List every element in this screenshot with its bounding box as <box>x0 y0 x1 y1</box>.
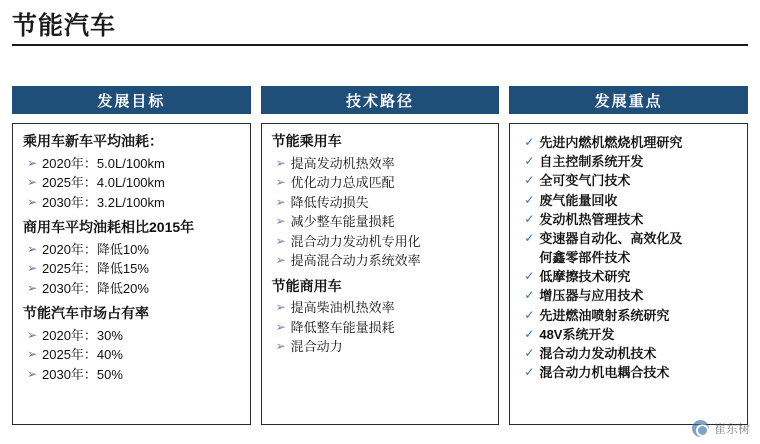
arrow-bullet-icon: ➢ <box>27 241 38 256</box>
group-title: 节能乘用车 <box>271 133 342 149</box>
list-item <box>520 325 739 344</box>
arrow-bullet-icon: ➢ <box>275 253 286 267</box>
list-item-label: 提高混合动力系统效率 <box>290 253 421 268</box>
column-header-technology-path: 技术路径 <box>261 86 500 114</box>
group-title: 节能商用车 <box>271 277 342 294</box>
list-item-label: 先进燃油喷射系统研究 <box>539 307 670 323</box>
arrow-bullet-icon: ➢ <box>27 261 38 275</box>
list-item-label: 2020年：5.0L/100km <box>42 155 165 171</box>
arrow-bullet-icon: ➢ <box>275 233 286 248</box>
list-item <box>520 171 739 190</box>
group-development-focus-items <box>520 133 739 382</box>
list-item <box>272 173 491 193</box>
check-bullet-icon: ✓ <box>524 211 535 226</box>
check-bullet-icon: ✓ <box>524 173 535 188</box>
arrow-bullet-icon: ➢ <box>275 214 286 228</box>
title-divider <box>12 44 748 46</box>
list-item-label: 2025年：4.0L/100km <box>42 175 165 190</box>
check-bullet-icon: ✓ <box>524 345 535 360</box>
list-item <box>272 298 491 318</box>
list-item <box>23 193 242 213</box>
check-bullet-icon: ✓ <box>524 326 535 341</box>
list-item-label: 减少整车能量损耗 <box>290 214 395 229</box>
arrow-bullet-icon: ➢ <box>275 339 286 353</box>
list-item-label: 2020年：降低10% <box>42 241 149 257</box>
check-bullet-icon: ✓ <box>524 192 535 207</box>
list-item <box>520 248 739 267</box>
list-item-label: 混合动力发动机技术 <box>539 345 657 361</box>
list-item <box>23 173 242 193</box>
arrow-bullet-icon: ➢ <box>275 155 286 170</box>
column-header-development-goals: 发展目标 <box>12 86 251 114</box>
list-item-label: 混合动力发动机专用化 <box>290 233 421 249</box>
arrow-bullet-icon: ➢ <box>27 347 38 361</box>
list-item <box>272 154 491 174</box>
list-item-label: 48V系统开发 <box>539 326 615 342</box>
list-item <box>272 193 491 213</box>
list-item <box>23 259 242 279</box>
check-bullet-icon: ✓ <box>524 230 535 245</box>
page-title: 节能汽车 <box>12 12 117 40</box>
list-item-label: 2025年：降低15% <box>42 261 149 276</box>
list-item <box>23 279 242 299</box>
list-item-label: 提高发动机热效率 <box>290 155 395 171</box>
list-item-label: 2030年：降低20% <box>42 280 149 296</box>
columns-container <box>12 86 748 425</box>
list-item-label: 何鑫零部件技术 <box>539 250 631 266</box>
column-development-focus <box>509 86 748 425</box>
column-header-development-focus: 发展重点 <box>509 86 748 114</box>
list-item-label: 2030年：50% <box>42 366 123 382</box>
group-passenger-fuel-consumption <box>23 133 242 212</box>
column-technology-path <box>261 86 500 425</box>
arrow-bullet-icon: ➢ <box>275 319 286 334</box>
group-energy-saving-commercial-vehicle <box>272 278 491 357</box>
list-item <box>23 365 242 385</box>
column-body-development-focus <box>509 123 748 425</box>
list-item <box>23 326 242 346</box>
list-item-label: 发动机热管理技术 <box>539 211 644 227</box>
list-item <box>520 210 739 229</box>
watermark <box>692 420 750 437</box>
group-title: 节能汽车市场占有率 <box>23 305 149 321</box>
list-item <box>272 212 491 232</box>
list-item-label: 降低整车能量损耗 <box>290 319 395 335</box>
arrow-bullet-icon: ➢ <box>275 300 286 314</box>
list-item <box>520 152 739 171</box>
list-item-label: 2030年：3.2L/100km <box>42 194 165 210</box>
group-energy-saving-passenger-car <box>272 133 491 271</box>
list-item <box>520 267 739 286</box>
list-item-label: 混合动力 <box>290 339 343 354</box>
watermark-label: 崔东树 <box>713 422 750 436</box>
list-item-label: 2025年：40% <box>42 347 123 362</box>
arrow-bullet-icon: ➢ <box>275 175 286 189</box>
list-item-label: 低摩擦技术研究 <box>539 269 631 285</box>
list-item-label: 增压器与应用技术 <box>539 288 644 304</box>
list-item <box>272 318 491 338</box>
list-item <box>23 345 242 365</box>
list-item-label: 提高柴油机热效率 <box>290 300 395 315</box>
check-bullet-icon: ✓ <box>524 365 535 380</box>
list-item-label: 先进内燃机燃烧机理研究 <box>539 135 683 150</box>
list-item-label: 废气能量回收 <box>539 192 618 208</box>
list-item <box>23 154 242 174</box>
watermark-logo-icon <box>692 420 709 437</box>
check-bullet-icon: ✓ <box>524 154 535 169</box>
list-item-label: 混合动力机电耦合技术 <box>539 365 670 381</box>
check-bullet-icon: ✓ <box>524 307 535 322</box>
check-bullet-icon: ✓ <box>524 288 535 303</box>
list-item-label: 2020年：30% <box>42 327 123 343</box>
list-item-label: 全可变气门技术 <box>539 173 631 189</box>
list-item <box>520 306 739 325</box>
list-item <box>272 251 491 271</box>
list-item-label: 变速器自动化、高效化及 <box>539 230 683 246</box>
list-item <box>520 191 739 210</box>
list-item <box>520 286 739 305</box>
group-title: 乘用车新车平均油耗： <box>23 133 163 149</box>
group-title: 商用车平均油耗相比2015年 <box>23 219 195 235</box>
arrow-bullet-icon: ➢ <box>27 280 38 295</box>
column-development-goals <box>12 86 251 425</box>
list-item <box>272 337 491 357</box>
arrow-bullet-icon: ➢ <box>27 155 38 170</box>
list-item <box>520 363 739 382</box>
list-item-label: 降低传动损失 <box>290 194 369 210</box>
list-item <box>272 232 491 252</box>
list-item <box>520 229 739 248</box>
column-body-development-goals <box>12 123 251 425</box>
arrow-bullet-icon: ➢ <box>27 175 38 189</box>
group-market-share <box>23 305 242 384</box>
list-item-label: 自主控制系统开发 <box>539 154 644 170</box>
column-body-technology-path <box>261 123 500 425</box>
check-bullet-icon: ✓ <box>524 269 535 284</box>
arrow-bullet-icon: ➢ <box>27 327 38 342</box>
arrow-bullet-icon: ➢ <box>275 194 286 209</box>
list-item <box>520 133 739 152</box>
group-commercial-fuel-consumption <box>23 219 242 298</box>
arrow-bullet-icon: ➢ <box>27 366 38 381</box>
list-item <box>520 344 739 363</box>
check-bullet-icon: ✓ <box>524 135 535 149</box>
arrow-bullet-icon: ➢ <box>27 194 38 209</box>
list-item-label: 优化动力总成匹配 <box>290 175 395 190</box>
list-item <box>23 240 242 260</box>
